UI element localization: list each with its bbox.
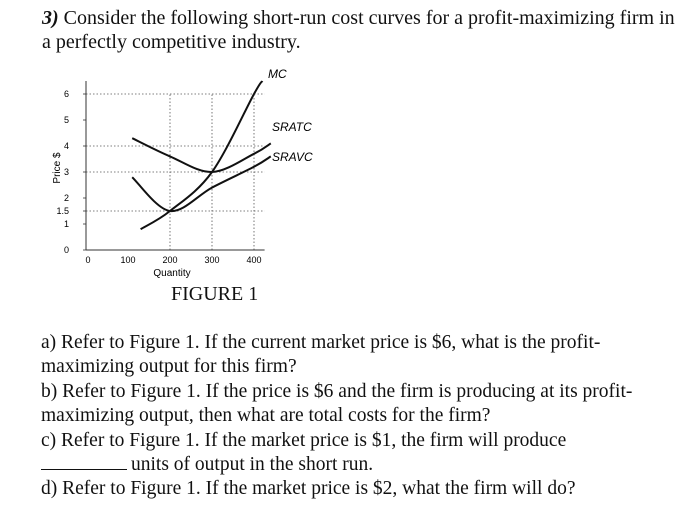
- question-c-text: c) Refer to Figure 1. If the market price is $1, the firm will produce: [41, 429, 567, 451]
- question-list: [41, 331, 691, 502]
- x-tick-label: 400: [246, 255, 262, 265]
- x-axis-label: Quantity: [153, 268, 191, 279]
- y-tick-label: 6: [63, 89, 69, 99]
- y-tick-label: 2: [63, 193, 69, 203]
- problem-intro: Consider the following short-run cost curves for a profit-maximizing firm in a perfectly competitive industry.: [42, 7, 675, 53]
- y-tick-label: 0: [63, 245, 69, 255]
- y-tick-label: 4: [63, 141, 69, 151]
- x-tick-label: 300: [204, 255, 220, 265]
- mc-curve: [141, 81, 263, 229]
- y-axis-label: Price $: [52, 152, 63, 184]
- cost-curves: [132, 81, 271, 229]
- y-tick-label: 1: [63, 219, 69, 229]
- y-tick-label: 5: [63, 115, 69, 125]
- figure-caption: FIGURE 1: [171, 283, 259, 305]
- question-d: d) Refer to Figure 1. If the market price is $2, what the firm will do?: [41, 478, 576, 500]
- sratc-curve-label: SRATC: [272, 120, 312, 134]
- mc-curve-label: MC: [268, 67, 287, 81]
- y-tick-label: 3: [63, 167, 69, 177]
- answer-blank[interactable]: [41, 453, 127, 470]
- y-tick-label: 1.5: [56, 206, 69, 216]
- question-c: [41, 429, 691, 478]
- problem-number: 3): [42, 7, 59, 29]
- x-tick-label: 100: [120, 255, 136, 265]
- sratc-curve: [132, 138, 271, 172]
- reference-gridlines: [86, 94, 265, 250]
- x-tick-label: 0: [85, 255, 91, 265]
- question-b: b) Refer to Figure 1. If the price is $6 and the firm is producing at its profit-maximizing output, then what are total costs for the firm?: [41, 380, 633, 427]
- question-c-text-end: units of output in the short run.: [131, 454, 374, 476]
- sravc-curve-label: SRAVC: [272, 150, 313, 164]
- question-a: a) Refer to Figure 1. If the current market price is $6, what is the profit-maximizing output for this firm?: [41, 332, 601, 378]
- tick-labels: [56, 89, 261, 265]
- chart-axes: [86, 81, 265, 250]
- x-tick-label: 200: [162, 255, 178, 265]
